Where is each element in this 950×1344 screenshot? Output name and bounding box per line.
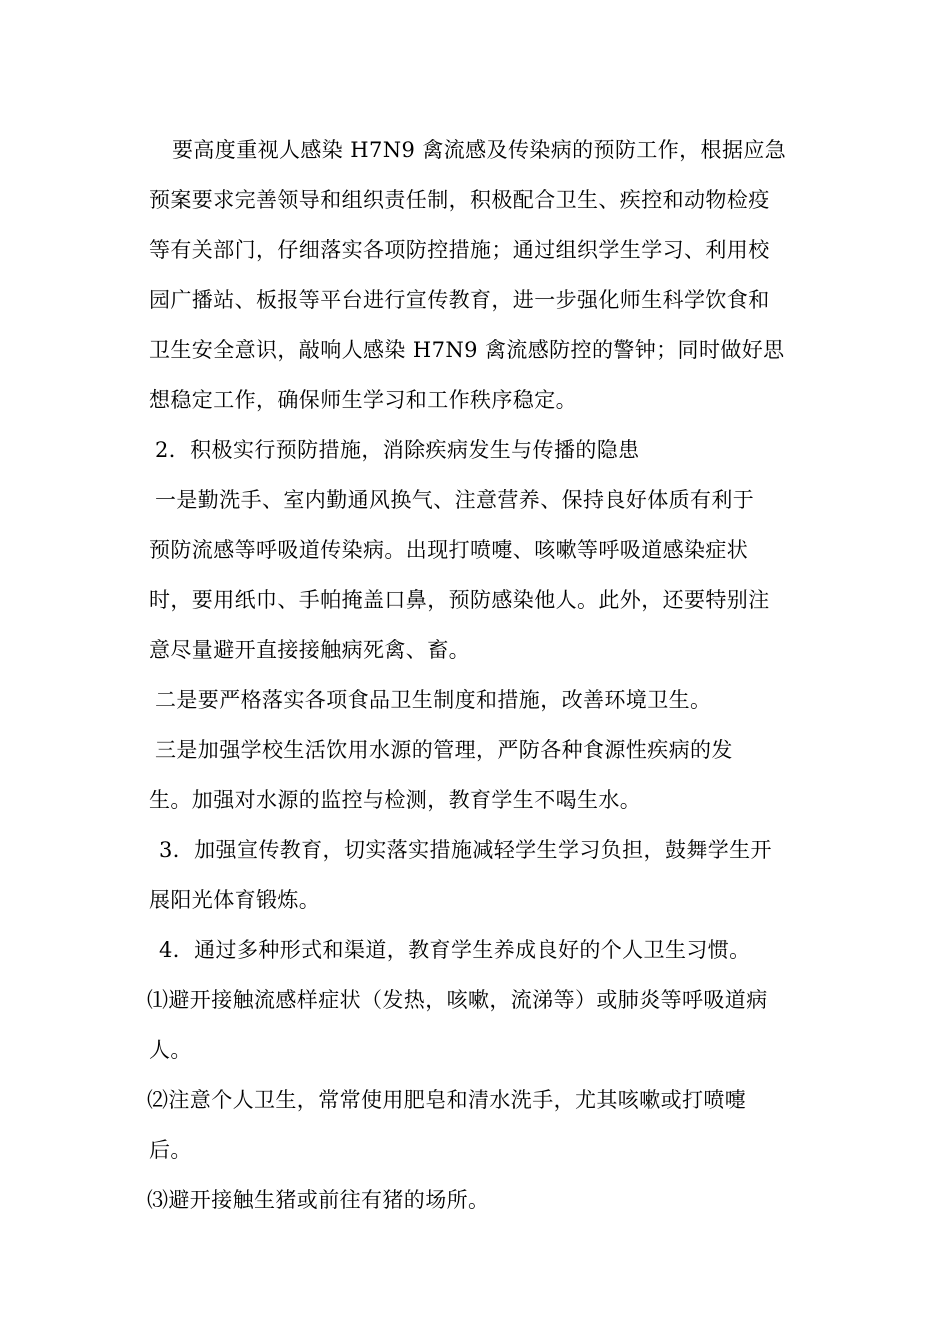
list-item-2-line-2: 后。: [149, 1138, 192, 1162]
paragraph-4-line-2: 生。加强对水源的监控与检测，教育学生不喝生水。: [149, 788, 642, 812]
list-item-2-line-1: ⑵注意个人卫生，常常使用肥皂和清水洗手，尤其咳嗽或打喷嚏: [147, 1088, 747, 1112]
paragraph-1-line-2: 预案要求完善领导和组织责任制，积极配合卫生、疾控和动物检疫: [149, 188, 770, 212]
paragraph-1-line-3: 等有关部门，仔细落实各项防控措施；通过组织学生学习、利用校: [149, 238, 770, 262]
paragraph-4-line-1: 三是加强学校生活饮用水源的管理，严防各种食源性疾病的发: [155, 738, 733, 762]
paragraph-1-line-6: 想稳定工作，确保师生学习和工作秩序稳定。: [149, 388, 577, 412]
paragraph-2-line-4: 意尽量避开直接接触病死禽、畜。: [149, 638, 470, 662]
list-item-1-line-1: ⑴避开接触流感样症状（发热，咳嗽，流涕等）或肺炎等呼吸道病: [147, 988, 768, 1012]
paragraph-1-line-1: 要高度重视人感染 H7N9 禽流感及传染病的预防工作，根据应急: [172, 138, 787, 162]
paragraph-3-line-1: 二是要严格落实各项食品卫生制度和措施，改善环境卫生。: [155, 688, 712, 712]
section-2-heading: 2．积极实行预防措施，消除疾病发生与传播的隐患: [155, 438, 640, 462]
paragraph-2-line-2: 预防流感等呼吸道传染病。出现打喷嚏、咳嗽等呼吸道感染症状: [149, 538, 749, 562]
list-item-3-line-1: ⑶避开接触生猪或前往有猪的场所。: [147, 1188, 490, 1212]
section-4-heading: 4．通过多种形式和渠道，教育学生养成良好的个人卫生习惯。: [159, 938, 751, 962]
paragraph-2-line-3: 时，要用纸巾、手帕掩盖口鼻，预防感染他人。此外，还要特别注: [149, 588, 770, 612]
list-item-1-line-2: 人。: [149, 1038, 192, 1062]
paragraph-2-line-1: 一是勤洗手、室内勤通风换气、注意营养、保持良好体质有利于: [155, 488, 755, 512]
paragraph-1-line-4: 园广播站、板报等平台进行宣传教育，进一步强化师生科学饮食和: [149, 288, 770, 312]
paragraph-1-line-5: 卫生安全意识，敲响人感染 H7N9 禽流感防控的警钟；同时做好思: [149, 338, 785, 362]
section-3-heading-line-1: 3．加强宣传教育，切实落实措施减轻学生学习负担，鼓舞学生开: [159, 838, 772, 862]
section-3-heading-line-2: 展阳光体育锻炼。: [149, 888, 321, 912]
